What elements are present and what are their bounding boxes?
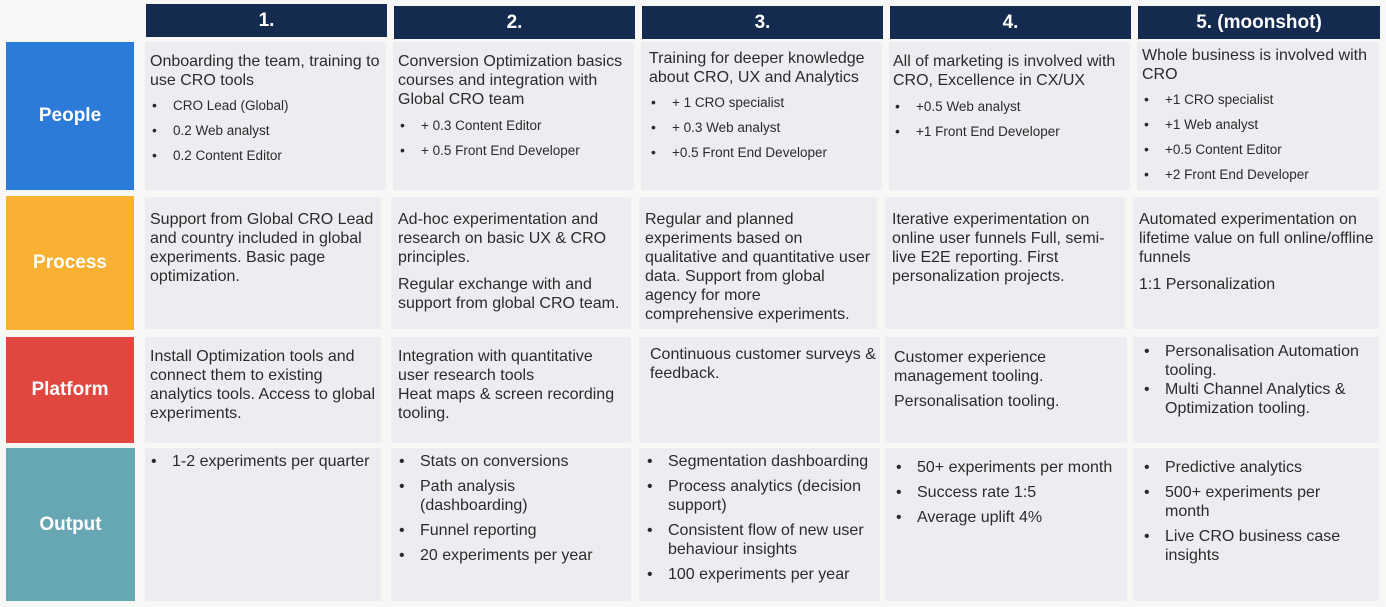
row-label-text: Process — [33, 252, 107, 273]
platform-cell-1 — [145, 337, 381, 443]
people-description: Conversion Optimization basics courses and integration with Global CRO team — [398, 53, 623, 108]
column-header-3 — [642, 6, 883, 39]
column-header-label: 1. — [258, 9, 275, 31]
output-cell-2 — [391, 448, 631, 601]
process-cell-5 — [1133, 197, 1379, 329]
process-text: Support from Global CRO Lead and country included in global experiments. Basic page optimization. — [150, 211, 374, 285]
people-bullets — [893, 94, 1123, 144]
column-header-label: 4. — [1002, 11, 1019, 33]
platform-text: Integration with quantitative user research tools Heat maps & screen recording tooling. — [398, 348, 615, 422]
row-label-text: Platform — [31, 379, 109, 400]
process-cell-3 — [639, 197, 877, 329]
process-text-secondary: Regular exchange with and support from global CRO team. — [398, 276, 620, 312]
row-label-platform — [6, 337, 134, 443]
process-text: Automated experimentation on lifetime value on full online/offline funnels — [1139, 211, 1374, 266]
people-cell-5 — [1137, 42, 1379, 190]
output-bullets — [149, 452, 377, 477]
process-text-secondary: 1:1 Personalization — [1139, 276, 1276, 293]
platform-cell-3 — [639, 337, 880, 443]
people-bullets — [150, 93, 380, 168]
output-cell-4 — [885, 448, 1127, 601]
people-bullets — [398, 113, 628, 163]
output-bullets — [1142, 458, 1342, 571]
platform-text: Customer experience management tooling. — [894, 349, 1047, 385]
platform-cell-4 — [885, 337, 1127, 443]
list-item: • Stats on conversions — [397, 452, 627, 471]
list-item: • Personalisation Automation tooling. — [1142, 342, 1374, 380]
platform-bullets — [1142, 342, 1374, 418]
row-label-process — [6, 196, 134, 330]
list-item: • Predictive analytics — [1142, 458, 1342, 477]
list-item: • Live CRO business case insights — [1142, 527, 1342, 565]
column-header-5 — [1138, 6, 1380, 39]
process-cell-4 — [885, 197, 1125, 329]
list-item: • Segmentation dashboarding — [645, 452, 877, 471]
people-cell-2 — [393, 42, 634, 190]
output-cell-5 — [1133, 448, 1379, 601]
list-item: • CRO Lead (Global) — [150, 93, 380, 118]
list-item: • Consistent flow of new user behaviour insights — [645, 521, 877, 559]
people-cell-4 — [889, 42, 1130, 190]
list-item: • 20 experiments per year — [397, 546, 627, 565]
list-item: • 0.2 Web analyst — [150, 118, 380, 143]
list-item: • +1 CRO specialist — [1142, 87, 1372, 112]
list-item: • Success rate 1:5 — [894, 483, 1124, 502]
platform-cell-5 — [1133, 337, 1379, 443]
output-bullets — [397, 452, 627, 571]
list-item: • 1-2 experiments per quarter — [149, 452, 377, 471]
people-description: All of marketing is involved with CRO, Excellence in CX/UX — [893, 53, 1116, 89]
output-bullets — [894, 458, 1124, 533]
people-bullets — [1142, 87, 1372, 187]
list-item: • Process analytics (decision support) — [645, 477, 877, 515]
column-header-4 — [890, 6, 1131, 39]
output-cell-3 — [639, 448, 880, 601]
process-text: Ad-hoc experimentation and research on basic UX & CRO principles. — [398, 211, 607, 266]
list-item: • + 1 CRO specialist — [649, 90, 879, 115]
people-description: Training for deeper knowledge about CRO, UX and Analytics — [649, 50, 865, 86]
list-item: • Average uplift 4% — [894, 508, 1124, 527]
platform-text: Continuous customer surveys & feedback. — [650, 346, 876, 382]
process-cell-2 — [391, 197, 631, 329]
people-description: Whole business is involved with CRO — [1142, 47, 1367, 83]
list-item: • 50+ experiments per month — [894, 458, 1124, 477]
list-item: • +0.5 Web analyst — [893, 94, 1123, 119]
list-item: • +0.5 Content Editor — [1142, 137, 1372, 162]
column-header-label: 2. — [506, 11, 523, 33]
column-header-label: 3. — [754, 11, 771, 33]
output-cell-1 — [145, 448, 381, 601]
people-description: Onboarding the team, training to use CRO tools — [150, 53, 380, 89]
row-label-text: Output — [39, 513, 102, 535]
row-label-text: People — [38, 105, 102, 126]
process-cell-1 — [145, 197, 381, 329]
list-item: • + 0.5 Front End Developer — [398, 138, 628, 163]
list-item: • Multi Channel Analytics & Optimization tooling. — [1142, 380, 1374, 418]
platform-text: Install Optimization tools and connect them to existing analytics tools. Access to global experiments. — [150, 348, 376, 422]
people-cell-1 — [145, 42, 386, 190]
platform-cell-2 — [391, 337, 631, 443]
list-item: • + 0.3 Web analyst — [649, 115, 879, 140]
list-item: • 100 experiments per year — [645, 565, 877, 584]
list-item: • + 0.3 Content Editor — [398, 113, 628, 138]
list-item: • +1 Web analyst — [1142, 112, 1372, 137]
people-cell-3 — [641, 42, 882, 190]
list-item: • +0.5 Front End Developer — [649, 140, 879, 165]
output-bullets — [645, 452, 877, 590]
list-item: • Path analysis (dashboarding) — [397, 477, 627, 515]
row-label-output — [6, 448, 135, 601]
list-item: • +2 Front End Developer — [1142, 162, 1372, 187]
list-item: • +1 Front End Developer — [893, 119, 1123, 144]
row-label-people — [6, 42, 134, 190]
list-item: • Funnel reporting — [397, 521, 627, 540]
column-header-label: 5. (moonshot) — [1196, 11, 1322, 33]
platform-text-secondary: Personalisation tooling. — [894, 393, 1060, 410]
people-bullets — [649, 90, 879, 165]
column-header-2 — [394, 6, 635, 39]
process-text: Regular and planned experiments based on qualitative and quantitative user data. Support from global agency for more comprehensive experiments. — [645, 211, 871, 323]
column-header-1 — [146, 4, 387, 37]
list-item: • 0.2 Content Editor — [150, 143, 380, 168]
list-item: • 500+ experiments per month — [1142, 483, 1342, 521]
process-text: Iterative experimentation on online user funnels Full, semi-live E2E reporting. First personalization projects. — [892, 211, 1105, 285]
